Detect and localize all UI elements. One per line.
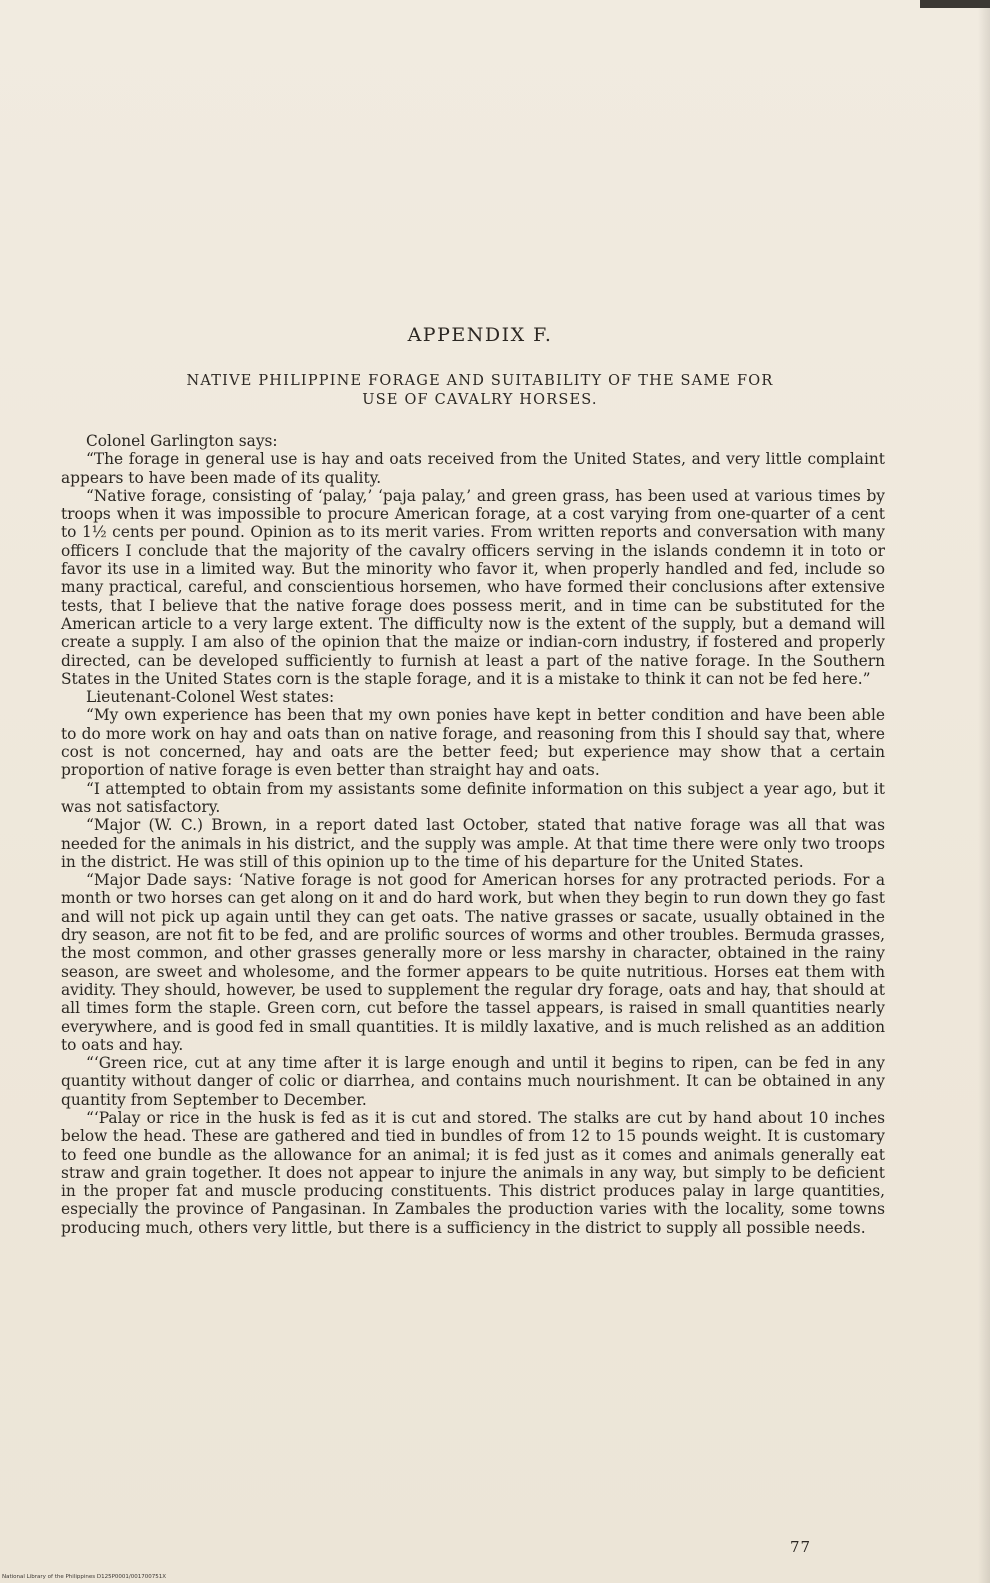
paragraph: Colonel Garlington says: — [86, 432, 278, 450]
paragraph: Lieutenant-Colonel West states: — [86, 688, 335, 707]
appendix-title: APPENDIX F. — [407, 324, 553, 346]
paragraph: “‘Green rice, cut at any time after it is large enough and until it begins to ripen, can be fed in any quantity without danger of colic or diarrhea, and contains much nourishment. It can be obtained in any quantity from September to December. — [61, 1054, 885, 1109]
paragraph: “Major Dade says: ‘Native forage is not good for American horses for any protracted periods. For a month or two horses can get along on it and do hard work, but when they begin to run down they go fast and will not pick up again until they can get oats. The native grasses or sacate, usually obtained in the dry season, are not fit to be fed, and are prolific sources of worms and other troubles. Bermuda grasses, the most common, and other grasses generally more or less marshy in character, obtained in the rainy season, are sweet and wholesome, and the former appears to be quite nutritious. Horses eat them with avidity. They should, however, be used to supplement the regular dry forage, oats and hay, that should at all times form the staple. Green corn, cut before the tassel appears, is raised in small quantities nearly everywhere, and is good fed in small quantities. It is mildly laxative, and is much relished as an addition to oats and hay. — [61, 871, 885, 1054]
paragraph: “Native forage, consisting of ‘palay,’ ‘paja palay,’ and green grass, has been used at various times by troops when it was impossible to procure American forage, at a cost varying from one-quarter of a cent to 1½ cents per pound. Opinion as to its merit varies. From written reports and conversation with many officers I conclude that the majority of the cavalry officers serving in the islands condemn it in toto or favor its use in a limited way. But the minority who favor it, when properly handled and fed, include so many practical, careful, and conscientious horsemen, who have formed their conclusions after extensive tests, that I believe that the native forage does possess merit, and in time can be substituted for the American article to a very large extent. The difficulty now is the extent of the supply, but a demand will create a supply. I am also of the opinion that the maize or indian-corn industry, if fostered and properly directed, can be developed sufficiently to furnish at least a part of the native forage. In the Southern States in the United States corn is the staple forage, and it is a mistake to think it can not be fed here.” — [61, 486, 885, 688]
subtitle-line: NATIVE PHILIPPINE FORAGE AND SUITABILITY OF THE SAME FOR — [186, 373, 774, 389]
page-edge-shadow — [978, 0, 990, 1583]
paragraph: “The forage in general use is hay and oats received from the United States, and very little complaint appears to have been made of its quality. — [61, 450, 885, 487]
paragraph: “Major (W. C.) Brown, in a report dated last October, stated that native forage was all that was needed for the animals in his district, and the supply was ample. At that time there were only two troops in the district. He was still of this opinion up to the time of his departure for the United States. — [61, 816, 885, 871]
paragraph: “I attempted to obtain from my assistants some definite information on this subject a year ago, but it was not satisfactory. — [61, 779, 885, 816]
body-text — [61, 432, 885, 1237]
page-number: 77 — [790, 1538, 812, 1556]
subtitle-line: USE OF CAVALRY HORSES. — [362, 392, 598, 408]
section-subtitle — [60, 372, 900, 410]
paragraph: “‘Palay or rice in the husk is fed as it is cut and stored. The stalks are cut by hand about 10 inches below the head. These are gathered and tied in bundles of from 12 to 15 pounds weight. It is customary to feed one bundle as the allowance for an animal; it is fed just as it comes and animals generally eat straw and grain together. It does not appear to injure the animals in any way, but simply to be deficient in the proper fat and muscle producing constituents. This district produces palay in large quantities, especially the province of Pangasinan. In Zambales the production varies with the locality, some towns producing much, others very little, but there is a sufficiency in the district to supply all possible needs. — [61, 1108, 885, 1237]
paragraph: “My own experience has been that my own ponies have kept in better condition and have been able to do more work on hay and oats than on native forage, and reasoning from this I should say that, where cost is not concerned, hay and oats are the better feed; but experience may show that a certain proportion of native forage is even better than straight hay and oats. — [61, 706, 885, 780]
library-footer: National Library of the Philippines D125P0001/001700751X — [2, 1574, 167, 1580]
